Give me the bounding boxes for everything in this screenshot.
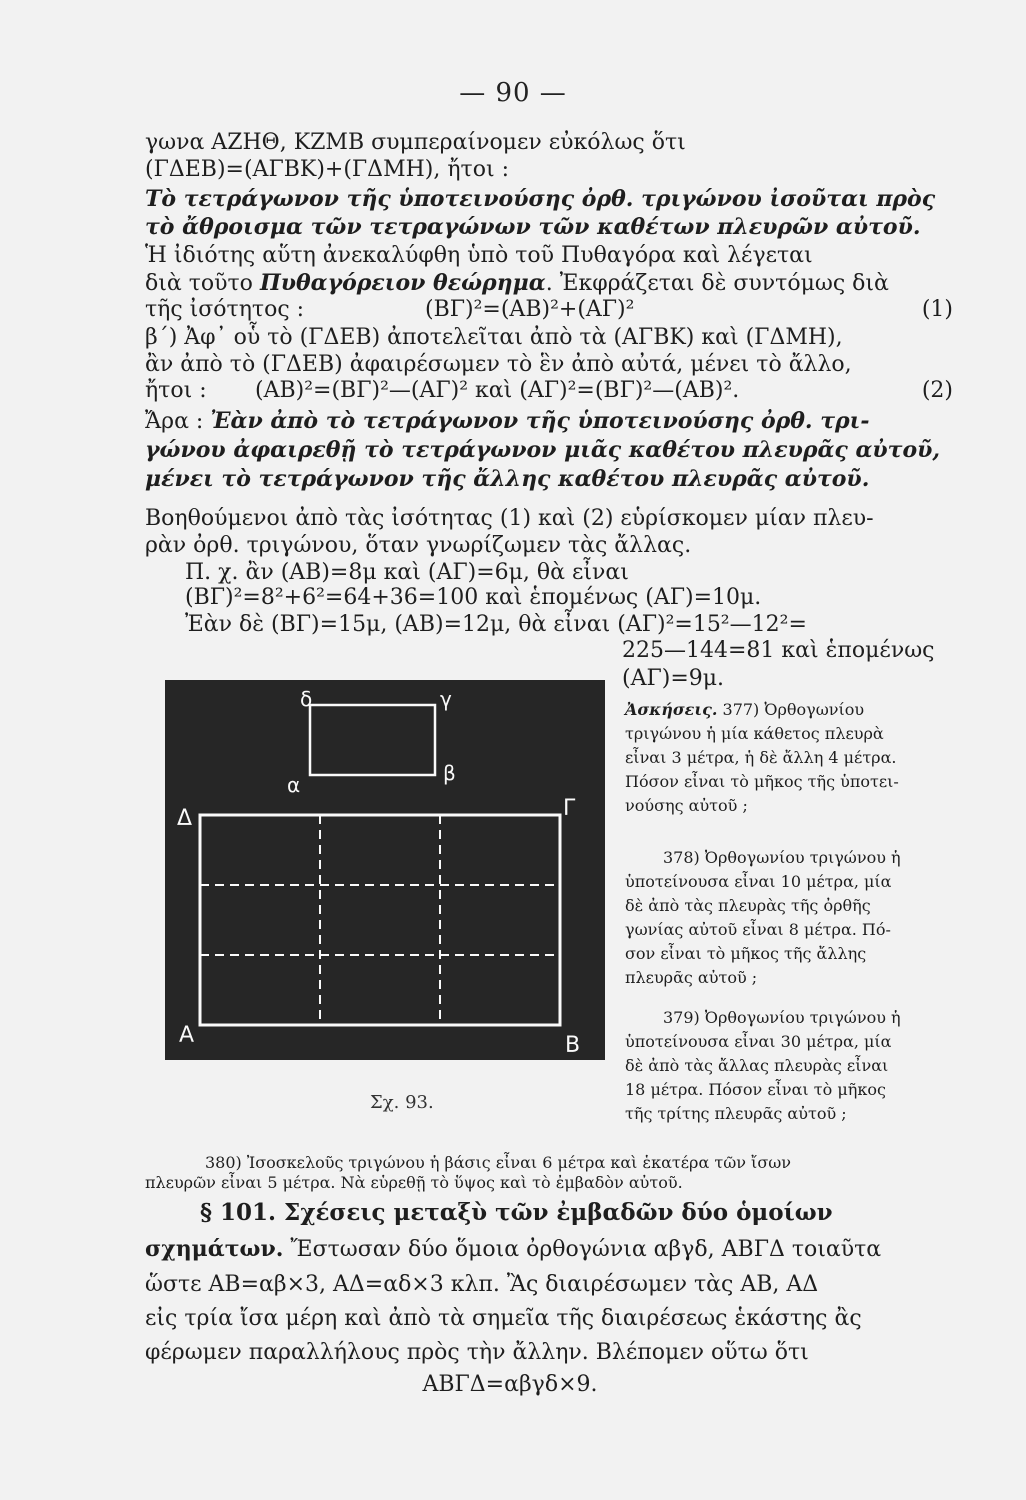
text-line: (ΓΔΕΒ)=(ΑΓΒΚ)+(ΓΔΜΗ), ἤτοι : [145, 157, 509, 182]
exercise-line: 379) Ὀρθογωνίου τριγώνου ἡ [663, 1008, 901, 1027]
text-line [145, 408, 1015, 435]
label-small-d: δ [300, 687, 313, 711]
exercise-line: τριγώνου ἡ μία κάθετος πλευρὰ [625, 724, 884, 743]
theorem-line: Τὸ τετράγωνον τῆς ὑποτεινούσης ὀρθ. τριγώνου ἰσοῦται πρὸς [145, 186, 936, 212]
exercise-line: ὑποτείνουσα εἶναι 30 μέτρα, μία [625, 1032, 892, 1051]
figure-caption: Σχ. 93. [370, 1092, 434, 1113]
exercise-377 [625, 698, 1020, 818]
label-big-G: Γ [563, 796, 576, 821]
text-line: φέρωμεν παραλλήλους πρὸς τὴν ἄλλην. Βλέπομεν οὕτω ὅτι [145, 1340, 809, 1365]
text-line: Π. χ. ἂν (ΑΒ)=8μ καὶ (ΑΓ)=6μ, θὰ εἶναι [185, 560, 629, 585]
equation: (ΒΓ)²=(ΑΒ)²+(ΑΓ)² [425, 297, 635, 322]
small-rectangle [310, 705, 435, 775]
label-big-A: Α [179, 1023, 195, 1048]
equation: (ΑΒ)²=(ΒΓ)²—(ΑΓ)² καὶ (ΑΓ)²=(ΒΓ)²—(ΑΒ)². [255, 378, 740, 403]
text-span: Ἔστωσαν δύο ὅμοια ὀρθογώνια αβγδ, ΑΒΓΔ τοιαῦτα [290, 1237, 882, 1262]
theorem-text: Ἐὰν ἀπὸ τὸ τετράγωνον τῆς ὑποτεινούσης ὀρθ. τρι- [210, 408, 870, 434]
equation-number: (1) [921, 297, 953, 322]
equation-number: (2) [921, 378, 953, 403]
text-line: ρὰν ὀρθ. τριγώνου, ὅταν γνωρίζωμεν τὰς ἄλλας. [145, 533, 692, 558]
text-span: . Ἐκφράζεται δὲ συντόμως διὰ [545, 271, 889, 296]
exercise-379 [625, 1006, 1020, 1126]
exercise-line: 18 μέτρα. Πόσον εἶναι τὸ μῆκος [625, 1080, 886, 1099]
exercise-line: γωνίας αὐτοῦ εἶναι 8 μέτρα. Πό- [625, 920, 891, 939]
text-line: Ἡ ἰδιότης αὕτη ἀνεκαλύφθη ὑπὸ τοῦ Πυθαγόρα καὶ λέγεται [145, 243, 813, 268]
theorem-line: τὸ ἄθροισμα τῶν τετραγώνων τῶν καθέτων πλευρῶν αὐτοῦ. [145, 214, 921, 240]
text-line [145, 270, 1015, 297]
exercise-line: ὑποτείνουσα εἶναι 10 μέτρα, μία [625, 872, 892, 891]
figure-drawing [165, 680, 605, 1060]
label-small-g: γ [440, 687, 452, 711]
label-big-B: Β [565, 1033, 581, 1058]
big-rectangle [200, 815, 560, 1025]
exercise-line: Πόσον εἶναι τὸ μῆκος τῆς ὑποτει- [625, 772, 899, 791]
exercise-line: εἶναι 3 μέτρα, ἡ δὲ ἄλλη 4 μέτρα. [625, 748, 897, 767]
equation-line [145, 297, 1015, 323]
text-line: Βοηθούμενοι ἀπὸ τὰς ἰσότητας (1) καὶ (2) εὑρίσκομεν μίαν πλευ- [145, 506, 874, 531]
section-title: § 101. Σχέσεις μεταξὺ τῶν ἐμβαδῶν δύο ὁμοίων [200, 1199, 833, 1226]
exercise-line: πλευρᾶς αὐτοῦ ; [625, 968, 758, 987]
text-line: (ΑΓ)=9μ. [622, 666, 725, 691]
exercise-text: 377) Ὀρθογωνίου [722, 700, 865, 719]
exercise-line: νούσης αὐτοῦ ; [625, 796, 748, 815]
exercise-380: πλευρῶν εἶναι 5 μέτρα. Νὰ εὑρεθῇ τὸ ὕψος καὶ τὸ ἐμβαδὸν αὐτοῦ. [145, 1173, 683, 1192]
text-span: ἤτοι : [145, 378, 207, 403]
equation-line: ΑΒΓΔ=αβγδ×9. [422, 1372, 598, 1397]
label-small-b: β [443, 761, 456, 785]
text-span: τῆς ἰσότητος : [145, 297, 305, 322]
exercise-line: 378) Ὀρθογωνίου τριγώνου ἡ [663, 848, 901, 867]
exercise-line [625, 698, 1020, 722]
theorem-name: Πυθαγόρειον θεώρημα [259, 270, 546, 296]
text-line: 225—144=81 καὶ ἑπομένως [622, 638, 935, 663]
section-title-cont: σχημάτων. [145, 1236, 284, 1262]
theorem-line: μένει τὸ τετράγωνον τῆς ἄλλης καθέτου πλευρᾶς αὐτοῦ. [145, 466, 870, 492]
exercise-line: σον εἶναι τὸ μῆκος τῆς ἄλλης [625, 944, 867, 963]
label-small-a: α [287, 773, 301, 797]
figure-93 [165, 680, 605, 1060]
text-span: διὰ τοῦτο [145, 271, 253, 296]
exercises-label: Ἀσκήσεις. [625, 700, 718, 719]
exercise-378 [625, 846, 1020, 990]
exercise-line: δὲ ἀπὸ τὰς ἄλλας πλευρὰς εἶναι [625, 1056, 889, 1075]
text-line: (ΒΓ)²=8²+6²=64+36=100 καὶ ἑπομένως (ΑΓ)=10μ. [185, 585, 762, 610]
equation-line [145, 378, 1015, 404]
text-line: ἂν ἀπὸ τὸ (ΓΔΕΒ) ἀφαιρέσωμεν τὸ ἓν ἀπὸ αὐτά, μένει τὸ ἄλλο, [145, 352, 852, 377]
text-line: Ἐὰν δὲ (ΒΓ)=15μ, (ΑΒ)=12μ, θὰ εἶναι (ΑΓ)²=15²—12²= [185, 612, 807, 637]
exercise-380: 380) Ἰσοσκελοῦς τριγώνου ἡ βάσις εἶναι 6 μέτρα καὶ ἑκατέρα τῶν ἴσων [205, 1153, 792, 1172]
text-line: γωνα ΑΖΗΘ, ΚΖΜΒ συμπεραίνομεν εὐκόλως ὅτι [145, 130, 686, 155]
exercise-line: τῆς τρίτης πλευρᾶς αὐτοῦ ; [625, 1104, 847, 1123]
text-line: ὥστε ΑΒ=αβ×3, ΑΔ=αδ×3 κλπ. Ἂς διαιρέσωμεν τὰς ΑΒ, ΑΔ [145, 1272, 819, 1297]
page-number: — 90 — [459, 78, 567, 108]
exercise-line: δὲ ἀπὸ τὰς πλευρὰς τῆς ὀρθῆς [625, 896, 871, 915]
theorem-line: γώνου ἀφαιρεθῇ τὸ τετράγωνον μιᾶς καθέτου πλευρᾶς αὐτοῦ, [145, 437, 941, 463]
text-span: Ἄρα : [145, 409, 204, 434]
text-line [145, 1236, 1015, 1263]
text-line: β´) Ἀφ᾽ οὗ τὸ (ΓΔΕΒ) ἀποτελεῖται ἀπὸ τὰ (ΑΓΒΚ) καὶ (ΓΔΜΗ), [145, 325, 843, 350]
label-big-D: Δ [177, 806, 193, 831]
text-line: εἰς τρία ἴσα μέρη καὶ ἀπὸ τὰ σημεῖα τῆς διαιρέσεως ἑκάστης ἂς [145, 1306, 862, 1331]
